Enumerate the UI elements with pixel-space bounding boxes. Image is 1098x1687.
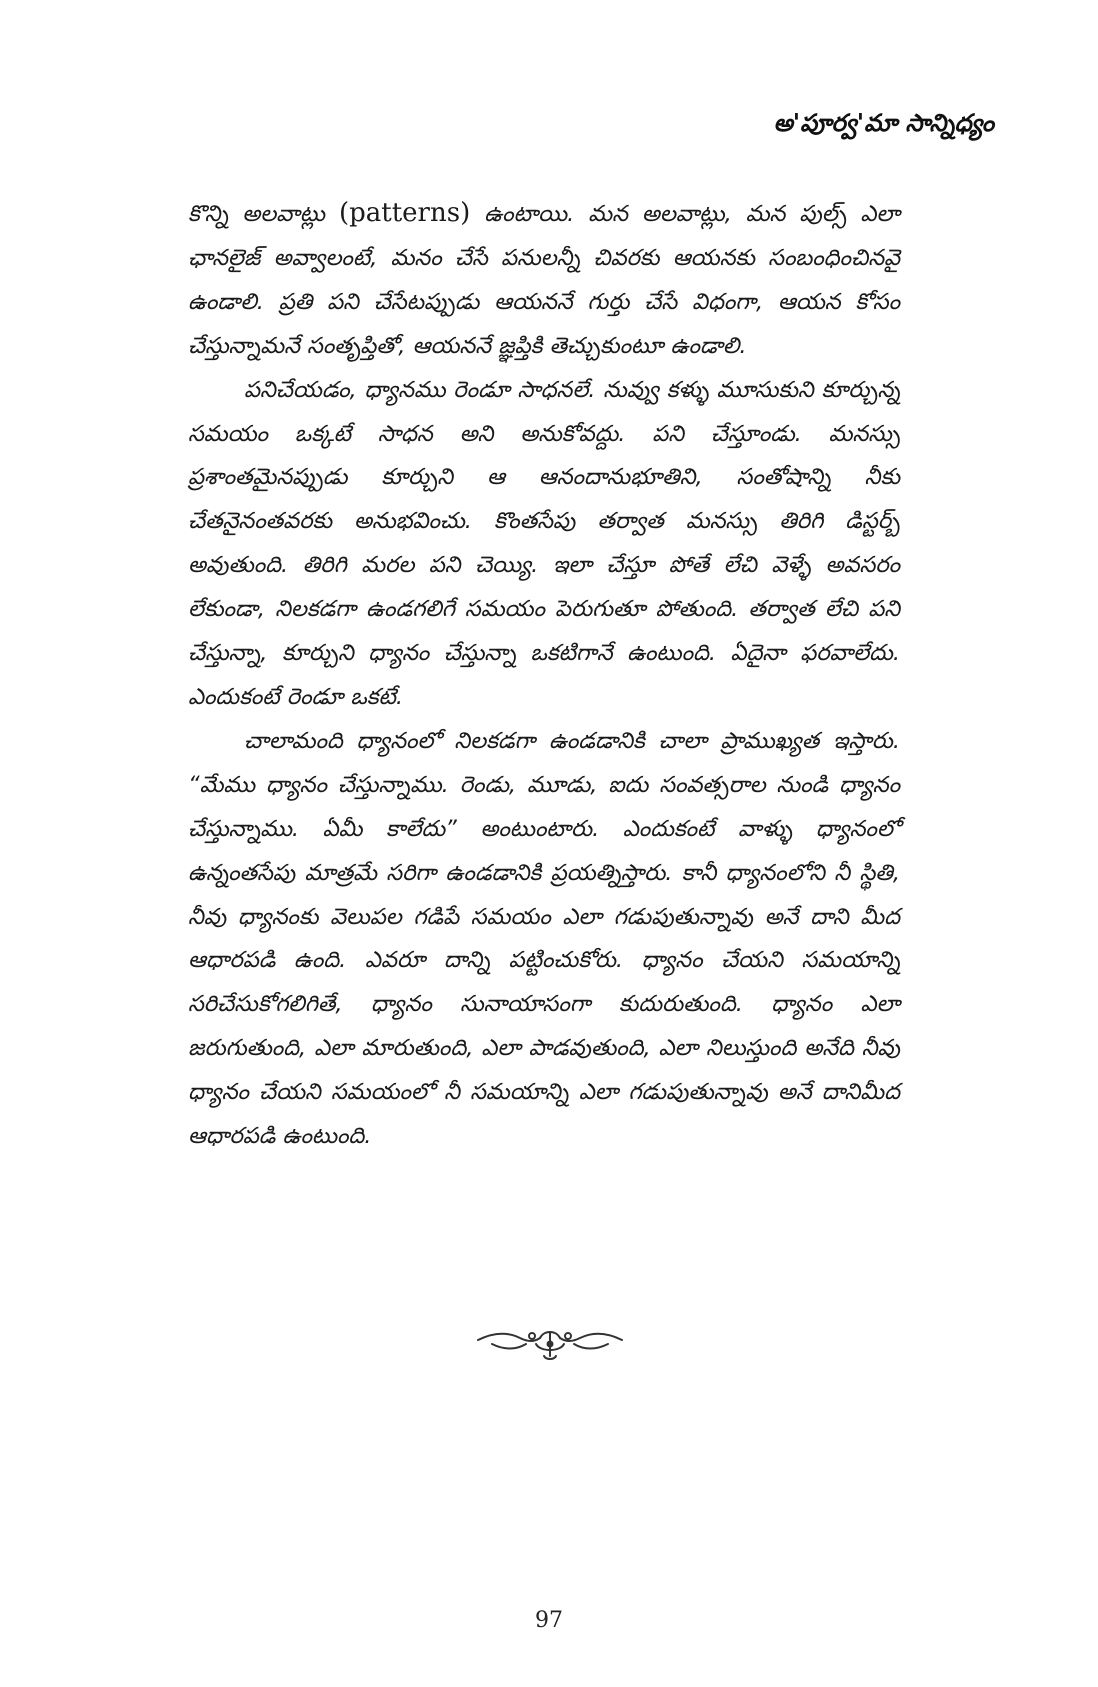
paragraph-2: పనిచేయడం, ధ్యానము రెండూ సాధనలే. నువ్వు కళ్ళు మూసుకుని కూర్చున్న సమయం ఒక్కటే సాధన అని అనుకోవద్దు. పని చేస్తూండు. మనస్సు ప్రశాంతమైనప్పుడు కూర్చుని ఆ ఆనందానుభూతిని, సంతోషాన్ని నీకు చేతనైనంతవరకు అనుభవించు. కొంతసేపు తర్వాత మనస్సు తిరిగి డిస్టర్బ్ అవుతుంది. తిరిగి మరల పని చెయ్యి. ఇలా చేస్తూ పోతే లేచి వెళ్ళే అవసరం లేకుండా, నిలకడగా ఉండగలిగే సమయం పెరుగుతూ పోతుంది. తర్వాత లేచి పని చేస్తున్నా, కూర్చుని ధ్యానం చేస్తున్నా ఒకటిగానే ఉంటుంది. ఏదైనా ఫరవాలేదు. ఎందుకంటే రెండూ ఒకటే. xyxy=(188,376,900,710)
latin-term: (patterns) xyxy=(338,198,471,228)
flourish-ornament-icon xyxy=(474,1322,626,1362)
running-header: అ'పూర్వ'మా సాన్నిధ్యం xyxy=(773,108,994,137)
page-number: 97 xyxy=(535,1608,563,1633)
paragraph-3: చాలామంది ధ్యానంలో నిలకడగా ఉండడానికి చాలా ప్రాముఖ్యత ఇస్తారు. “మేము ధ్యానం చేస్తున్నాము. రెండు, మూడు, ఐదు సంవత్సరాల నుండి ధ్యానం చేస్తున్నాము. ఏమీ కాలేదు” అంటుంటారు. ఎందుకంటే వాళ్ళు ధ్యానంలో ఉన్నంతసేపు మాత్రమే సరిగా ఉండడానికి ప్రయత్నిస్తారు. కానీ ధ్యానంలోని నీ స్థితి, నీవు ధ్యానంకు వెలుపల గడిపే సమయం ఎలా గడుపుతున్నావు అనే దాని మీద ఆధారపడి ఉంది. ఎవరూ దాన్ని పట్టించుకోరు. ధ్యానం చేయని సమయాన్ని సరిచేసుకోగలిగితే, ధ్యానం సునాయాసంగా కుదురుతుంది. ధ్యానం ఎలా జరుగుతుంది, ఎలా మారుతుంది, ఎలా పాడవుతుంది, ఎలా నిలుస్తుంది అనేది నీవు ధ్యానం చేయని సమయంలో నీ సమయాన్ని ఎలా గడుపుతున్నావు అనే దానిమీద ఆధారపడి ఉంటుంది. xyxy=(188,727,900,1150)
body-text xyxy=(188,192,900,1159)
paragraph-1-rest: ఉంటాయి. మన అలవాట్లు, మన పుల్స్ ఎలా ఛానలైజ్ అవ్వాలంటే, మనం చేసే పనులన్నీ చివరకు ఆయనకు సంబంధించినవై ఉండాలి. ప్రతి పని చేసేటప్పుడు ఆయననే గుర్తు చేసే విధంగా, ఆయన కోసం చేస్తున్నామనే సంతృప్తితో, ఆయననే జ్ఞప్తికి తెచ్చుకుంటూ ఉండాలి. xyxy=(188,201,900,359)
paragraph-1-start: కొన్ని అలవాట్లు xyxy=(188,201,339,227)
paragraph-1 xyxy=(188,192,900,369)
